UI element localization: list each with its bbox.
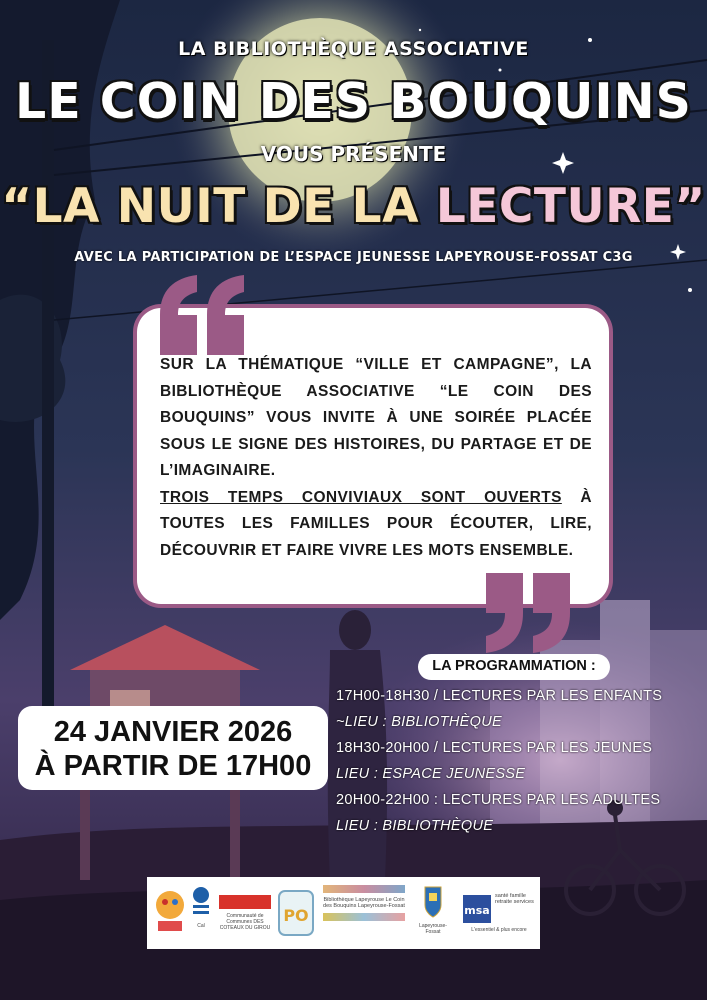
partner-logo-cc-girou	[219, 885, 271, 941]
description-text	[160, 352, 592, 564]
programme-item-3-time: 20H00-22H00 : LECTURES PAR LES ADULTES	[336, 792, 661, 808]
programme-item-2-place: LIEU : ESPACE JEUNESSE	[336, 766, 526, 782]
cc-girou-label: Communauté de Communes DES COTEAUX DU GIROU	[219, 913, 271, 931]
svg-text:msa: msa	[464, 904, 490, 917]
programme-item-1-place: ~LIEU : BIBLIOTHÈQUE	[336, 714, 502, 730]
presents-label: VOUS PRÉSENTE	[260, 142, 447, 166]
event-start-time: À PARTIR DE 17H00	[34, 750, 312, 782]
svg-text:PO: PO	[283, 906, 309, 925]
partner-logo-msa	[463, 885, 535, 941]
partner-logo-cat-icon	[153, 885, 187, 941]
programme-item-2-time: 18H30-20H00 / LECTURES PAR LES JEUNES	[336, 740, 653, 756]
programme-title: LA PROGRAMMATION :	[432, 658, 596, 674]
partner-logo-caf	[189, 885, 213, 941]
description-underlined: TROIS TEMPS CONVIVIAUX SONT OUVERTS	[160, 488, 562, 506]
msa-label: santé famille retraite services	[495, 893, 534, 905]
participation-line: AVEC LA PARTICIPATION DE L’ESPACE JEUNESSE LAPEYROUSE-FOSSAT C3G	[74, 250, 633, 265]
partner-logo-espace-jeunesse	[277, 885, 315, 941]
organizer-subtitle: LA BIBLIOTHÈQUE ASSOCIATIVE	[178, 38, 529, 60]
organizer-title: LE COIN DES BOUQUINS	[15, 73, 692, 130]
partner-logo-mairie	[413, 885, 453, 941]
partner-logo-bibliotheque	[323, 885, 405, 941]
event-date: 24 JANVIER 2026	[53, 716, 293, 748]
description-paragraph-2: À TOUTES LES FAMILLES POUR ÉCOUTER, LIRE, DÉCOUVRIR ET FAIRE VIVRE LES MOTS ENSEMBLE.	[160, 488, 592, 559]
event-title	[0, 178, 707, 236]
caf-icon	[189, 885, 213, 919]
partner-logos-strip	[147, 877, 540, 949]
programme-item-3-place: LIEU : BIBLIOTHÈQUE	[336, 818, 494, 834]
event-title-part1: “LA NUIT DE LA	[1, 179, 436, 234]
programme-item-1-time: 17H00-18H30 / LECTURES PAR LES ENFANTS	[336, 688, 663, 704]
msa-tagline: L'essentiel & plus encore	[471, 927, 527, 933]
caf-label: Cal	[197, 923, 205, 929]
close-quote-icon	[478, 568, 578, 658]
description-paragraph-1: SUR LA THÉMATIQUE “VILLE ET CAMPAGNE”, LA BIBLIOTHÈQUE ASSOCIATIVE “LE COIN DES BOUQUINS” VOUS INVITE À UNE SOIRÉE PLACÉE SOUS LE SIGNE DES HISTOIRES, DU PARTAGE ET DE L’IMAGINAIRE.	[160, 356, 592, 479]
mairie-label: Lapeyrouse-Fossat	[419, 923, 447, 935]
bibliotheque-label: Bibliothèque Lapeyrouse Le Coin des Bouquins Lapeyrouse-Fossat	[323, 897, 405, 909]
msa-icon	[463, 895, 491, 923]
event-title-part2: LECTURE”	[435, 179, 706, 234]
mairie-crest-icon	[413, 885, 453, 919]
open-quote-icon	[152, 270, 252, 360]
